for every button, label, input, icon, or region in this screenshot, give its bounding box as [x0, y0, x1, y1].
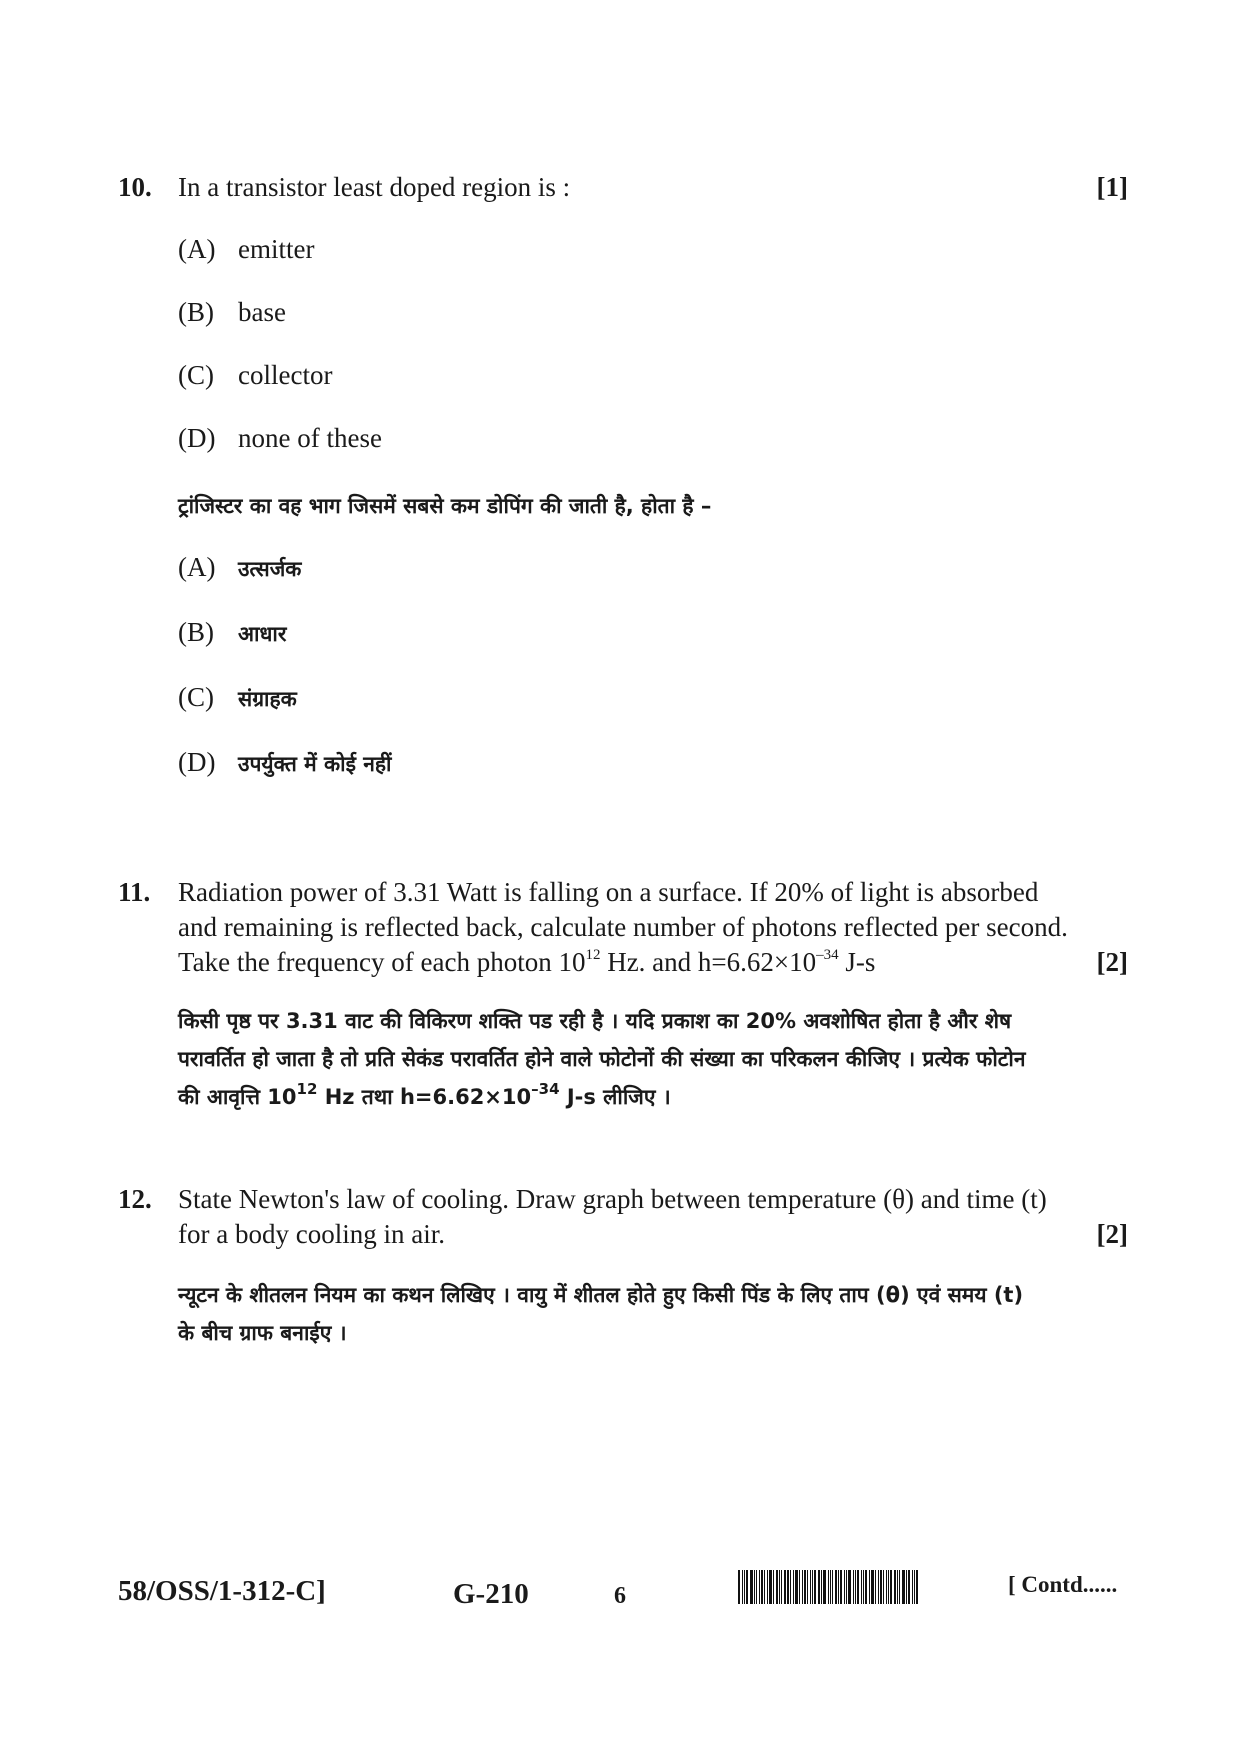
hindi-line: किसी पृष्ठ पर 3.31 वाट की विकिरण शक्ति पड रही है । यदि प्रकाश का 20% अवशोषित होता है और शेष — [178, 1009, 1012, 1033]
option-label: (A) — [178, 552, 216, 582]
question-10-hindi — [178, 487, 1128, 528]
option-label: (D) — [178, 423, 216, 453]
exponent: –34 — [531, 1080, 560, 1098]
question-line: for a body cooling in air. — [178, 1219, 445, 1249]
option-text: आधार — [238, 622, 287, 646]
barcode — [738, 1570, 966, 1604]
option-text: collector — [238, 360, 333, 390]
option-label: (B) — [178, 297, 214, 327]
exponent: 12 — [585, 947, 601, 963]
question-12-hindi — [178, 1276, 1128, 1352]
option-text: संग्राहक — [238, 687, 297, 711]
text-segment: J-s — [838, 947, 876, 977]
marks-label: [2] — [1096, 947, 1128, 977]
text-segment: Hz. and h=6.62×10 — [600, 947, 817, 977]
option-text: base — [238, 297, 286, 327]
question-number: 10. — [118, 172, 152, 202]
option-text: none of these — [238, 423, 382, 453]
series-code: G-210 — [453, 1578, 529, 1610]
text-segment: Hz तथा h=6.62×10 — [317, 1085, 532, 1109]
text-segment: Take the frequency of each photon 10 — [178, 947, 586, 977]
question-11 — [118, 875, 1128, 985]
text-segment: की आवृत्ति 10 — [178, 1085, 297, 1109]
option-label: (B) — [178, 617, 214, 647]
option-a-en — [178, 232, 314, 267]
paper-code: 58/OSS/1-312-C] — [118, 1575, 326, 1607]
question-number: 12. — [118, 1184, 152, 1214]
question-10 — [118, 170, 1128, 210]
marks-label: [1] — [1096, 172, 1128, 202]
question-11-hindi — [178, 1002, 1128, 1116]
hindi-line: न्यूटन के शीतलन नियम का कथन लिखिए । वायु में शीतल होते हुए किसी पिंड के लिए ताप (θ) एवं समय (t) — [178, 1283, 1024, 1307]
option-label: (C) — [178, 360, 214, 390]
option-b-hi — [178, 615, 286, 652]
option-c-hi — [178, 680, 297, 717]
option-d-en — [178, 421, 382, 456]
option-text: उपर्युक्त में कोई नहीं — [238, 752, 392, 776]
exponent: –34 — [816, 947, 839, 963]
option-label: (A) — [178, 234, 216, 264]
question-line: State Newton's law of cooling. Draw graph between temperature (θ) and time (t) — [178, 1184, 1047, 1214]
question-number: 11. — [118, 877, 151, 907]
question-12 — [118, 1182, 1128, 1257]
option-b-en — [178, 295, 286, 330]
option-text: उत्सर्जक — [238, 557, 302, 581]
option-a-hi — [178, 550, 301, 587]
question-line — [178, 945, 1128, 980]
option-text: emitter — [238, 234, 315, 264]
option-c-en — [178, 358, 332, 393]
option-d-hi — [178, 745, 391, 782]
question-line: Radiation power of 3.31 Watt is falling on a surface. If 20% of light is absorbed — [178, 877, 1039, 907]
question-text — [178, 875, 1128, 980]
page-number: 6 — [614, 1583, 626, 1609]
hindi-line: परावर्तित हो जाता है तो प्रति सेकंड परावर्तित होने वाले फोटोनों की संख्या का परिकलन कीजिए । प्रत्येक फोटोन — [178, 1047, 1026, 1071]
hindi-question-text: ट्रांजिस्टर का वह भाग जिसमें सबसे कम डोपिंग की जाती है, होता है – — [178, 494, 712, 518]
question-line: and remaining is reflected back, calculate number of photons reflected per second. — [178, 912, 1068, 942]
hindi-line — [178, 1078, 1128, 1116]
continued-label: [ Contd...... — [1008, 1572, 1118, 1597]
option-label: (C) — [178, 682, 214, 712]
question-text — [178, 1182, 1128, 1252]
text-segment: J-s लीजिए । — [559, 1085, 671, 1109]
option-label: (D) — [178, 747, 216, 777]
question-text: In a transistor least doped region is : — [178, 172, 571, 202]
marks-label: [2] — [1096, 1219, 1128, 1249]
exponent: 12 — [296, 1080, 318, 1098]
hindi-line: के बीच ग्राफ बनाईए । — [178, 1321, 347, 1345]
